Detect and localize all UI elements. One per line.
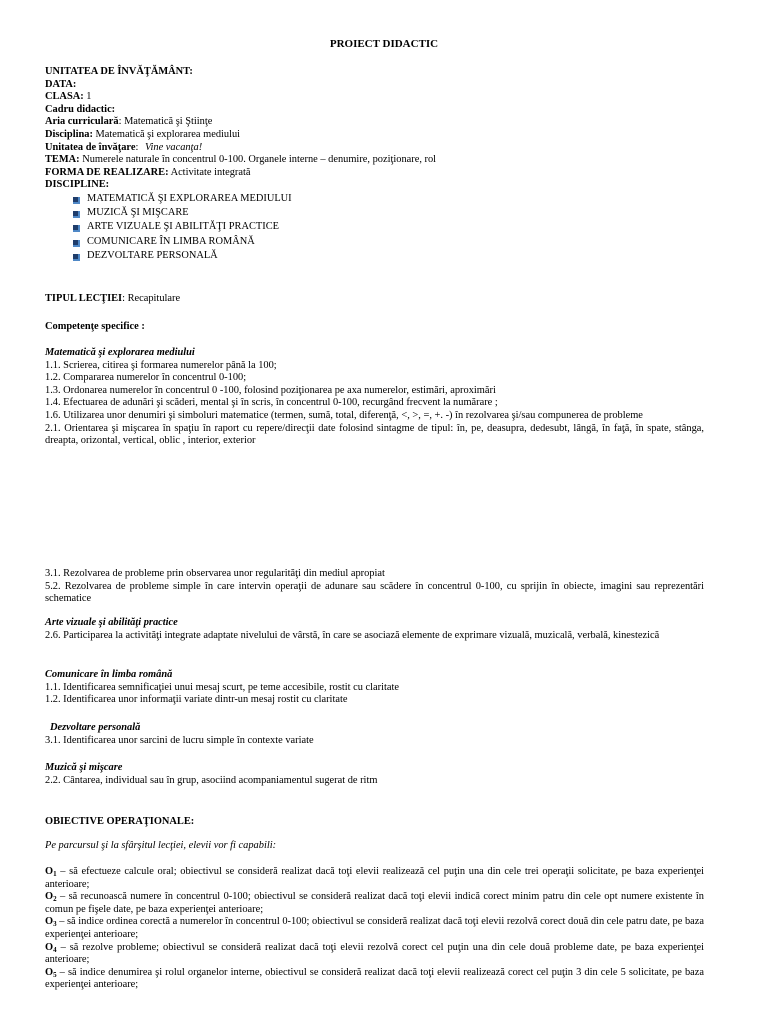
list-item: MATEMATICĂ ŞI EXPLORAREA MEDIULUI: [73, 193, 704, 207]
objective-item: $O_5$ – să indice denumirea şi rolul organelor interne, obiectivul se consideră realizat dacă toţi elevii realizează corect cel puţin 3 din cele 5 solicitate, pe baza experienţei anterioare;: [45, 966, 704, 991]
clasa-value: 1: [83, 91, 92, 103]
forma-label: FORMA DE REALIZARE:: [45, 166, 169, 178]
arte-item: 2.6. Participarea la activităţi integrate adaptate nivelului de vârstă, în care se asociază elemente de exprimare vizuală, muzicală, verbală, kinestezică: [45, 629, 660, 641]
dezvoltare-item: 3.1. Identificarea unor sarcini de lucru simple în contexte variate: [45, 734, 314, 746]
arte-section: [45, 617, 704, 642]
mate-item: 5.2. Rezolvarea de probleme simple în care intervin operaţii de adunare sau scădere în concentrul 0-100, cu sprijin în obiecte, imagini sau reprezentări schematice: [45, 580, 704, 605]
mate-item: 2.1. Orientarea şi mişcarea în spaţiu în raport cu repere/direcţii date folosind sintagme de tipul: în, pe, deasupra, dedesubt, lângă, în faţă, în spate, stânga, dreapta, orizontal, vertical, oblic , interior, exterior: [45, 422, 704, 447]
arte-heading: Arte vizuale şi abilităţi practice: [45, 617, 178, 628]
mate-item: 3.1. Rezolvarea de probleme prin observarea unor regularităţi din mediul apropiat: [45, 568, 385, 579]
disciplina-label: Disciplina:: [45, 128, 93, 140]
obiective-intro: Pe parcursul şi la sfârşitul lecţiei, elevii vor fi capabili:: [45, 840, 277, 851]
square-bullet-icon: [73, 211, 80, 218]
list-item: COMUNICARE ÎN LIMBA ROMÂNĂ: [73, 236, 704, 250]
tema-value: Numerele naturale în concentrul 0-100. Organele interne – denumire, poziţionare, rol: [79, 154, 437, 166]
clasa-label: CLASA:: [45, 91, 84, 103]
comunicare-item: 1.2. Identificarea unor informaţii variate dintr-un mesaj rostit cu claritate: [45, 694, 348, 706]
list-item: DEZVOLTARE PERSONALĂ: [73, 250, 704, 264]
aria-label: Aria curriculară: [45, 116, 119, 128]
page-title: PROIECT DIDACTIC: [329, 38, 439, 50]
discipline-list: [45, 193, 704, 264]
mate-item: 1.6. Utilizarea unor denumiri şi simboluri matematice (termen, sumă, total, diferenţă, <, >, =, +. -) în rezolvarea şi/sau compunerea de probleme: [45, 409, 643, 421]
header-block: UNITATEA DE ÎNVĂŢĂMÂNT: DATA: CLASA: 1 Cadru didactic: Aria curriculară: Matematică şi Ştiinţe Disciplina: Matematică şi explorarea mediului Unitatea de învăţare: Vine vacanţa! TEMA: Numerele naturale în concentrul 0-100. Organele interne – denumire, poziţionare, rol FORMA DE REALIZARE: Activitate integrată DISCIPLINE: MATEMATICĂ ŞI EXPLORAREA MEDIULUI MUZICĂ ŞI MIŞCARE ARTE VIZUALE ŞI ABILITĂŢI PRACTICE COMUNICARE ÎN LIMBA ROMÂNĂ DEZVOLTARE PERSONALĂ: [45, 66, 704, 264]
cadru-didactic: Cadru didactic:: [45, 103, 116, 115]
mate-item: 1.4. Efectuarea de adunări şi scăderi, mental şi în scris, în concentrul 0-100, recurgând frecvent la numărare ;: [45, 397, 498, 409]
obiective-list: [45, 866, 704, 992]
forma-value: Activitate integrată: [168, 166, 251, 178]
data-label: DATA:: [45, 78, 77, 90]
mate-section-continued: [45, 568, 704, 606]
square-bullet-icon: [73, 240, 80, 247]
comunicare-section: [45, 669, 704, 707]
dezvoltare-section: [45, 722, 704, 747]
list-item: ARTE VIZUALE ŞI ABILITĂŢI PRACTICE: [73, 221, 704, 235]
square-bullet-icon: [73, 254, 80, 261]
list-item: MUZICĂ ŞI MIŞCARE: [73, 207, 704, 221]
mate-item: 1.3. Ordonarea numerelor în concentrul 0 -100, folosind poziţionarea pe axa numerelor, estimări, aproximări: [45, 384, 496, 396]
square-bullet-icon: [73, 197, 80, 204]
muzica-heading: Muzică şi mişcare: [45, 762, 123, 773]
square-bullet-icon: [73, 225, 80, 232]
unitatea-invatamant: UNITATEA DE ÎNVĂŢĂMÂNT:: [45, 66, 193, 77]
tema-label: TEMA:: [45, 154, 80, 166]
objective-item: $O_1$ – să efectueze calcule oral; obiectivul se consideră realizat dacă toţi elevii realizează cel puţin una din cele trei operaţii solicitate, pe baza experienţei anterioare;: [45, 866, 704, 890]
objective-item: $O_3$ – să indice ordinea corectă a numerelor în concentrul 0-100; obiectivul se consideră realizat dacă toţi elevii rezolvă corect două din cele patru date, pe baza experienţei anterioare;: [45, 916, 704, 940]
mate-heading: Matematică şi explorarea mediului: [45, 347, 195, 358]
mate-item: 1.1. Scrierea, citirea şi formarea numerelor până la 100;: [45, 359, 277, 371]
mate-item: 1.2. Compararea numerelor în concentrul 0-100;: [45, 372, 247, 384]
objective-item: $O_4$ – să rezolve probleme; obiectivul se consideră realizat dacă toţi elevii rezolvă corect cel puţin una din cele două probleme date, pe baza experienţei anterioare;: [45, 941, 704, 966]
muzica-item: 2.2. Cântarea, individual sau în grup, asociind acompaniamentul sugerat de ritm: [45, 774, 378, 786]
comunicare-heading: Comunicare în limba română: [45, 669, 173, 680]
unitatea-invatare-value: Vine vacanţa!: [144, 141, 203, 153]
discipline-label: DISCIPLINE:: [45, 179, 110, 191]
mate-section: [45, 347, 704, 448]
tipul-lectiei: TIPUL LECŢIEI: Recapitulare: [45, 293, 181, 304]
obiective-heading: OBIECTIVE OPERAŢIONALE:: [45, 816, 195, 827]
competente-heading: Competenţe specifice :: [45, 321, 145, 332]
comunicare-item: 1.1. Identificarea semnificaţiei unui mesaj scurt, pe teme accesibile, rostit cu claritate: [45, 681, 399, 693]
aria-value: : Matematică şi Ştiinţe: [118, 116, 213, 128]
unitatea-invatare-label: Unitatea de învăţare: [45, 141, 136, 153]
objective-item: $O_2$ – să recunoască numere în concentrul 0-100; obiectivul se consideră realizat dacă toţi elevii indică corect minim patru din cele opt numere existente în comun pe fişele date, pe baza experienţei anterioare;: [45, 891, 704, 915]
dezvoltare-heading: Dezvoltare personală: [50, 722, 141, 733]
muzica-section: [45, 762, 704, 787]
disciplina-value: Matematică şi explorarea mediului: [92, 128, 241, 140]
